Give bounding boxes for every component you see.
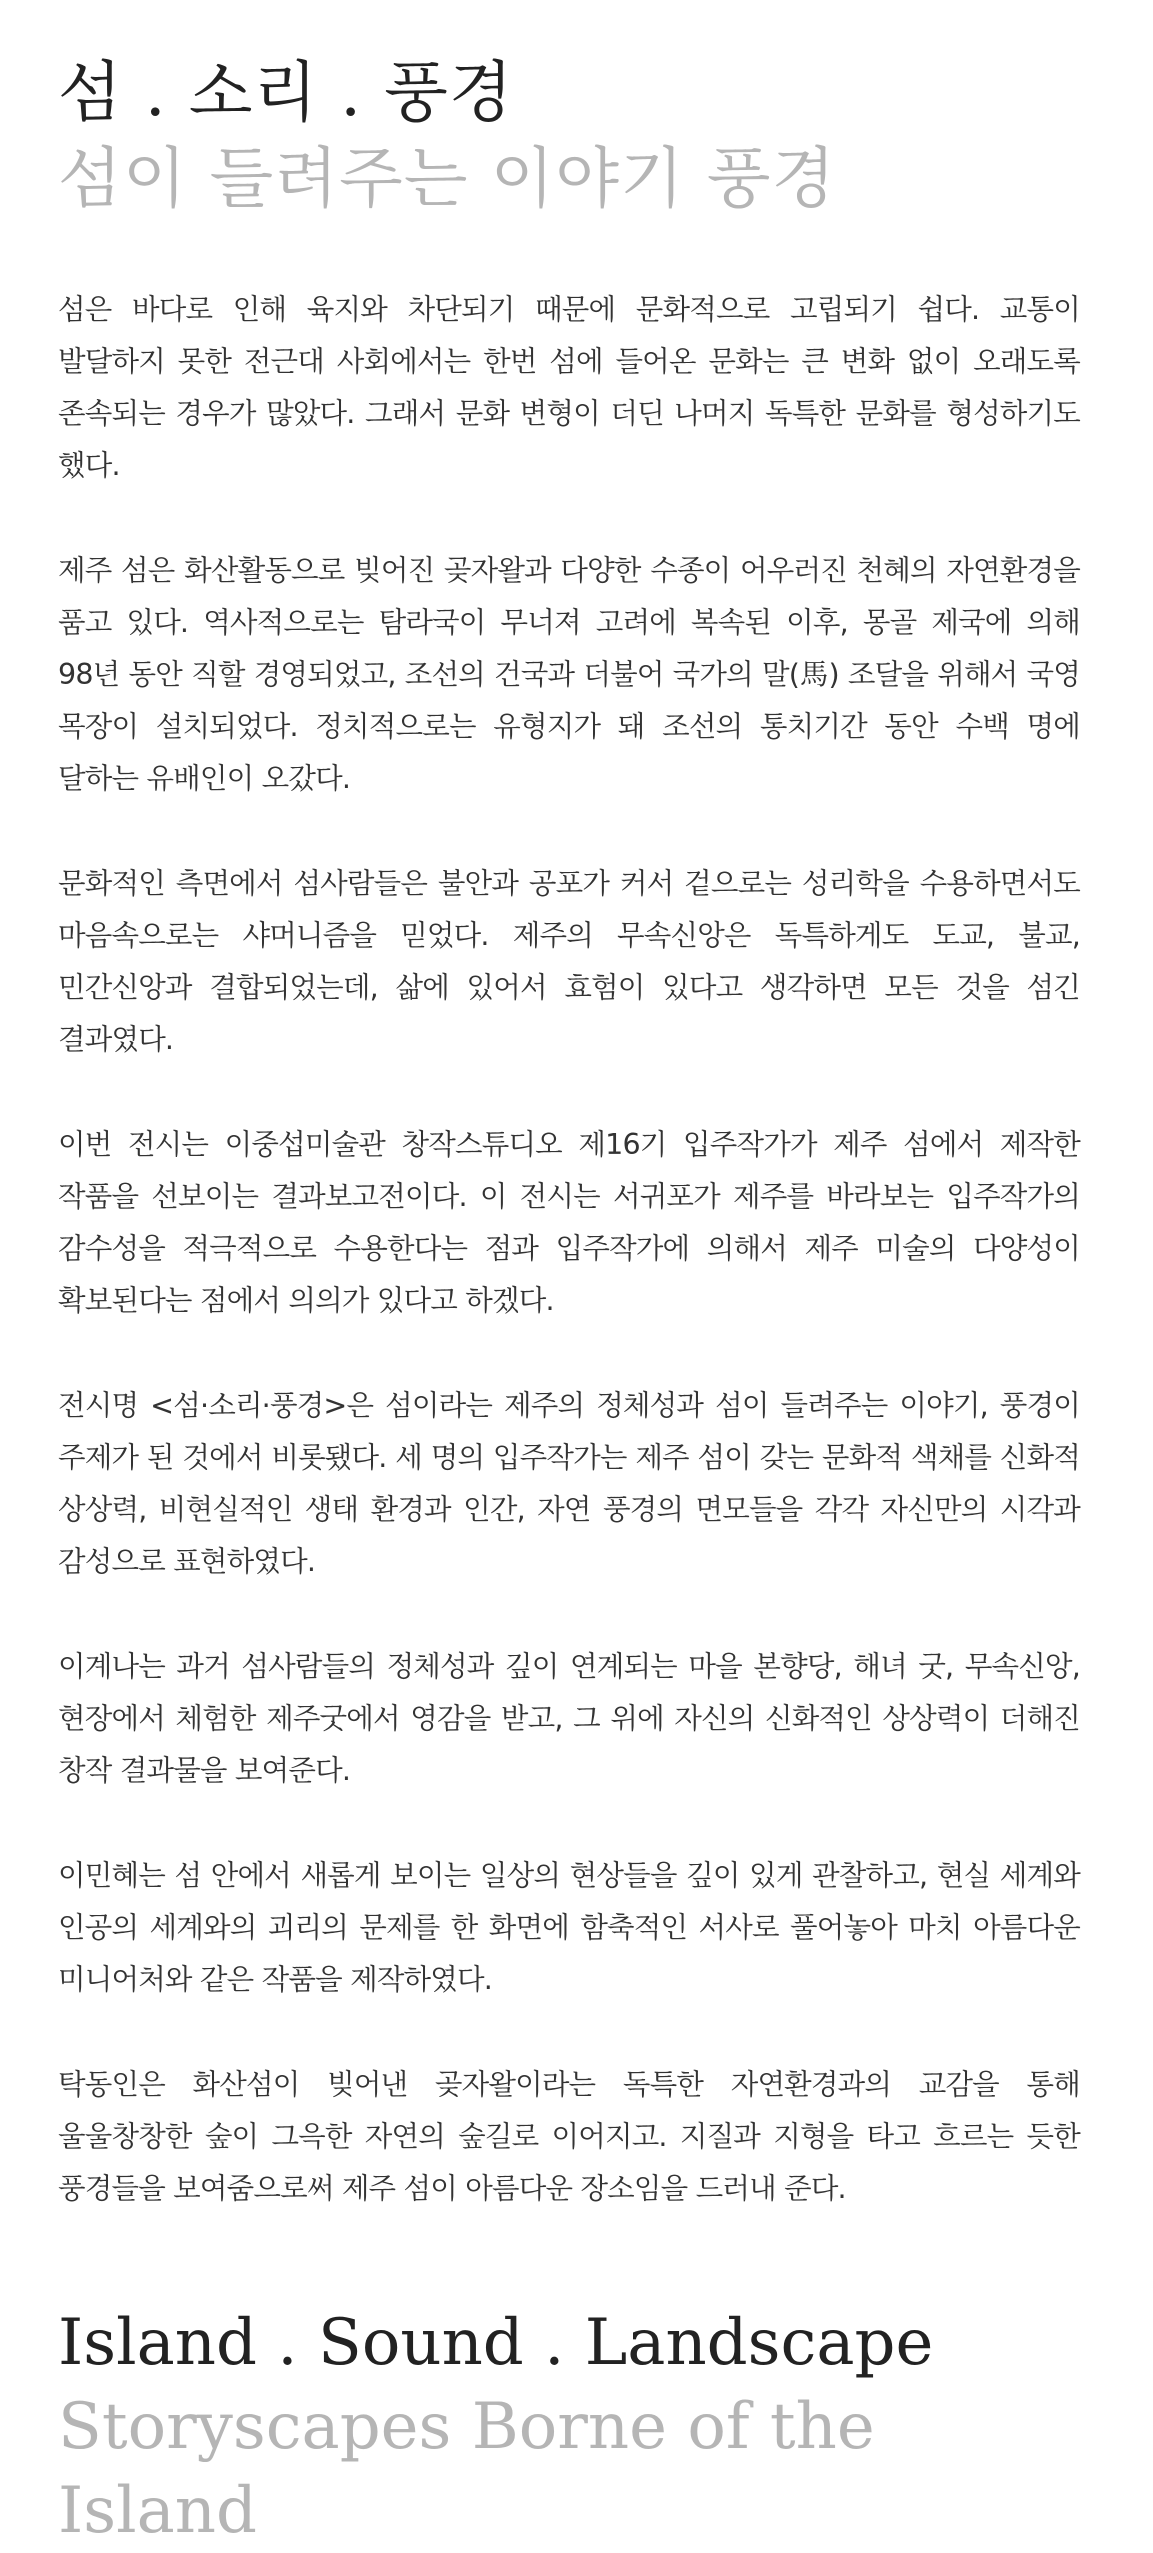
paragraph-culture-shamanism: 문화적인 측면에서 섬사람들은 불안과 공포가 커서 겉으로는 성리학을 수용하면서도 마음속으로는 샤머니즘을 믿었다. 제주의 무속신앙은 독특하게도 도교, 불교, 민간신앙과 결합되었는데, 삶에 있어서 효험이 있다고 생각하면 모든 것을 섬긴 결과였다.	[58, 867, 1080, 1056]
paragraph-island-isolation: 섬은 바다로 인해 육지와 차단되기 때문에 문화적으로 고립되기 쉽다. 교통이 발달하지 못한 전근대 사회에서는 한번 섬에 들어온 문화는 큰 변화 없이 오래도록 존속되는 경우가 많았다. 그래서 문화 변형이 더딘 나머지 독특한 문화를 형성하기도 했다.	[58, 293, 1080, 482]
paragraph-artist-lee-minhye: 이민혜는 섬 안에서 새롭게 보이는 일상의 현상들을 깊이 있게 관찰하고, 현실 세계와 인공의 세계와의 괴리의 문제를 한 화면에 함축적인 서사로 풀어놓아 마치 아름다운 미니어처와 같은 작품을 제작하였다.	[58, 1859, 1080, 1996]
paragraph-artist-lee-gyena: 이계나는 과거 섬사람들의 정체성과 깊이 연계되는 마을 본향당, 해녀 굿, 무속신앙, 현장에서 체험한 제주굿에서 영감을 받고, 그 위에 자신의 신화적인 상상력이 더해진 창작 결과물을 보여준다.	[58, 1650, 1080, 1787]
paragraph-jeju-history: 제주 섬은 화산활동으로 빚어진 곶자왈과 다양한 수종이 어우러진 천혜의 자연환경을 품고 있다. 역사적으로는 탐라국이 무너져 고려에 복속된 이후, 몽골 제국에 의해 98년 동안 직할 경영되었고, 조선의 건국과 더불어 국가의 말(馬) 조달을 위해서 국영 목장이 설치되었다. 정치적으로는 유형지가 돼 조선의 통치기간 동안 수백 명에 달하는 유배인이 오갔다.	[58, 554, 1080, 795]
korean-title: 섬 . 소리 . 풍경	[58, 54, 514, 131]
english-subtitle: Storyscapes Borne of the Island	[58, 2390, 875, 2548]
english-title: Island . Sound . Landscape	[58, 2306, 934, 2380]
korean-subtitle: 섬이 들려주는 이야기 풍경	[58, 140, 837, 217]
paragraph-exhibition-intro: 이번 전시는 이중섭미술관 창작스튜디오 제16기 입주작가가 제주 섬에서 제작한 작품을 선보이는 결과보고전이다. 이 전시는 서귀포가 제주를 바라보는 입주작가의 감수성을 적극적으로 수용한다는 점과 입주작가에 의해서 제주 미술의 다양성이 확보된다는 점에서 의의가 있다고 하겠다.	[58, 1128, 1080, 1317]
paragraph-exhibition-title: 전시명 <섬·소리·풍경>은 섬이라는 제주의 정체성과 섬이 들려주는 이야기, 풍경이 주제가 된 것에서 비롯됐다. 세 명의 입주작가는 제주 섬이 갖는 문화적 색채를 신화적 상상력, 비현실적인 생태 환경과 인간, 자연 풍경의 면모들을 각각 자신만의 시각과 감성으로 표현하였다.	[58, 1389, 1080, 1578]
exhibition-text-page	[58, 50, 1080, 2553]
exhibition-description	[58, 284, 1080, 2215]
paragraph-artist-tak-dongin: 탁동인은 화산섬이 빚어낸 곶자왈이라는 독특한 자연환경과의 교감을 통해 울울창창한 숲이 그윽한 자연의 숲길로 이어지고. 지질과 지형을 타고 흐르는 듯한 풍경들을 보여줌으로써 제주 섬이 아름다운 장소임을 드러내 준다.	[58, 2068, 1080, 2205]
